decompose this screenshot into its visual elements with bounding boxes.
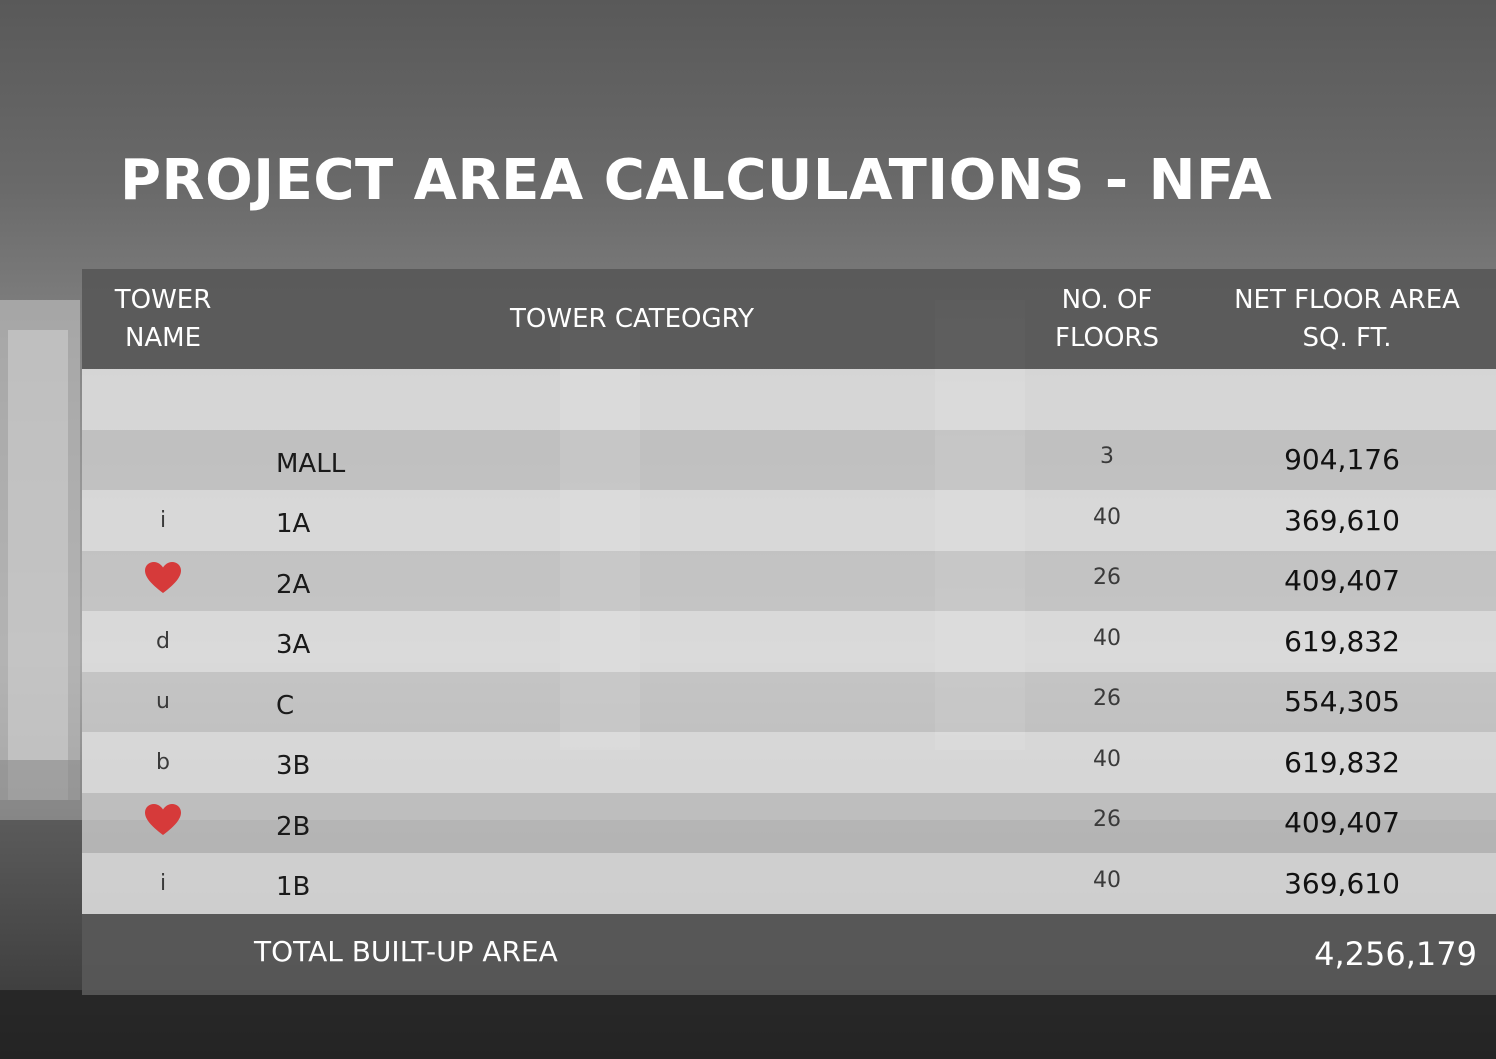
net-floor-area-cell: 619,832 bbox=[1284, 745, 1400, 779]
header-floors: NO. OF FLOORS bbox=[1054, 285, 1159, 353]
table-row bbox=[82, 611, 1496, 672]
heart-icon bbox=[145, 562, 181, 600]
table-row bbox=[82, 732, 1496, 793]
floors-cell: 26 bbox=[1093, 565, 1121, 591]
header-tower-name: TOWER NAME bbox=[114, 285, 212, 353]
net-floor-area-cell: 904,176 bbox=[1284, 443, 1400, 477]
total-value: 4,256,179 bbox=[1314, 935, 1477, 973]
floors-cell: 26 bbox=[1093, 807, 1121, 833]
tower-name-cell: i bbox=[159, 507, 167, 533]
floors-cell: 40 bbox=[1093, 504, 1121, 530]
floors-cell bbox=[1042, 369, 1172, 430]
tower-name-cell: u bbox=[156, 689, 170, 715]
tower-name-cell: i bbox=[159, 870, 167, 896]
page-title: PROJECT AREA CALCULATIONS - NFA bbox=[120, 148, 1273, 213]
table-row bbox=[82, 793, 1496, 854]
tower-name-cell bbox=[82, 369, 244, 430]
heart-icon bbox=[145, 804, 181, 842]
tower-category-cell: MALL bbox=[276, 448, 346, 479]
table-body bbox=[82, 369, 1496, 914]
tower-category-cell bbox=[276, 369, 876, 430]
tower-category-cell: 1B bbox=[276, 872, 311, 903]
net-floor-area-cell: 409,407 bbox=[1284, 564, 1400, 598]
total-row bbox=[82, 914, 1496, 995]
table-row bbox=[82, 551, 1496, 612]
table-header bbox=[82, 269, 1496, 369]
floors-cell: 26 bbox=[1093, 686, 1121, 712]
floors-cell: 40 bbox=[1093, 867, 1121, 893]
header-net-floor-area: NET FLOOR AREA SQ. FT. bbox=[1234, 285, 1460, 353]
tower-name-cell bbox=[82, 551, 244, 612]
tower-category-cell: 2A bbox=[276, 569, 311, 600]
floors-cell: 40 bbox=[1093, 746, 1121, 772]
net-floor-area-cell: 619,832 bbox=[1284, 624, 1400, 658]
table-row bbox=[82, 853, 1496, 914]
area-table bbox=[82, 269, 1496, 995]
net-floor-area-cell bbox=[1232, 369, 1452, 430]
floors-cell: 3 bbox=[1100, 444, 1114, 470]
total-label: TOTAL BUILT-UP AREA bbox=[254, 935, 558, 968]
table-row bbox=[82, 672, 1496, 733]
net-floor-area-cell: 409,407 bbox=[1284, 806, 1400, 840]
tower-name-cell bbox=[82, 430, 244, 491]
net-floor-area-cell: 554,305 bbox=[1284, 685, 1400, 719]
net-floor-area-cell: 369,610 bbox=[1284, 866, 1400, 900]
tower-name-cell: d bbox=[156, 628, 170, 654]
table-row bbox=[82, 490, 1496, 551]
tower-name-cell bbox=[82, 793, 244, 854]
tower-category-cell: 1A bbox=[276, 509, 311, 540]
table-row bbox=[82, 430, 1496, 491]
tower-category-cell: 3B bbox=[276, 751, 311, 782]
tower-category-cell: C bbox=[276, 690, 295, 721]
table-row bbox=[82, 369, 1496, 430]
tower-category-cell: 2B bbox=[276, 811, 311, 842]
tower-category-cell: 3A bbox=[276, 630, 311, 661]
tower-name-cell: b bbox=[156, 749, 170, 775]
net-floor-area-cell: 369,610 bbox=[1284, 503, 1400, 537]
floors-cell: 40 bbox=[1093, 625, 1121, 651]
header-tower-category: TOWER CATEOGRY bbox=[510, 304, 754, 334]
